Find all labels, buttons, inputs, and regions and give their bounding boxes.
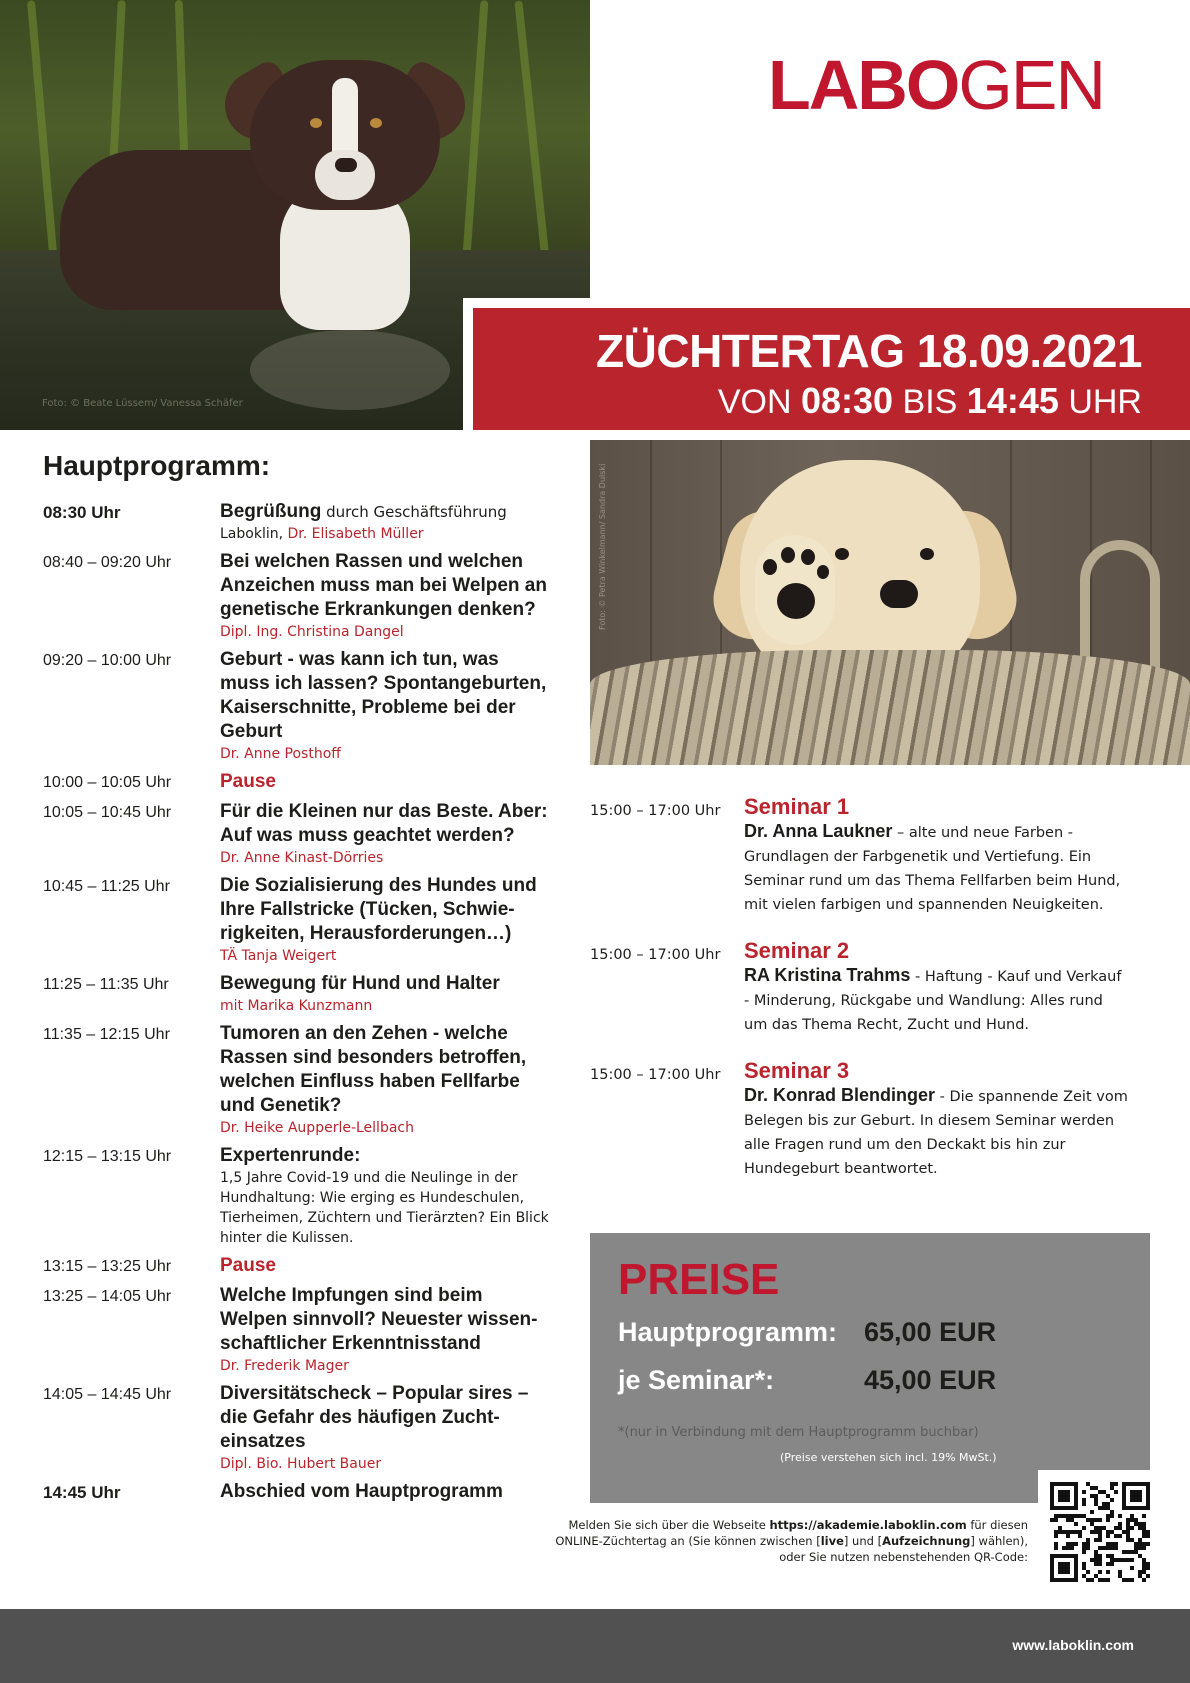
registration-text-part: für diesen ONLINE-Züchtertag an (Sie können zwischen [ bbox=[555, 1518, 1028, 1548]
program-speaker: Dr. Anne Posthoff bbox=[220, 746, 341, 762]
photo-credit: Foto: © Beate Lüssem/ Vanessa Schäfer bbox=[42, 398, 243, 409]
program-item bbox=[43, 1284, 553, 1376]
program-time: 08:40 – 09:20 Uhr bbox=[43, 554, 172, 571]
price-label: Hauptprogramm: bbox=[618, 1317, 838, 1347]
program-time: 09:20 – 10:00 Uhr bbox=[43, 652, 172, 669]
seminar-time: 15:00 – 17:00 Uhr bbox=[590, 803, 721, 819]
program-item bbox=[43, 550, 553, 642]
program-title: Begrüßung bbox=[220, 501, 322, 522]
program-time: 13:25 – 14:05 Uhr bbox=[43, 1288, 172, 1305]
program-item bbox=[43, 500, 553, 544]
option-live: live bbox=[820, 1534, 844, 1548]
to-label: BIS bbox=[902, 383, 958, 421]
seminar-time: 15:00 – 17:00 Uhr bbox=[590, 1067, 721, 1083]
program-title-suffix: durch Geschäftsführung bbox=[321, 503, 507, 521]
seminar-description: - Haftung - Kauf und Verkauf - Minderung, Rückgabe und Wandlung: Alles rund um das Thema Recht, Zucht und Hund. bbox=[744, 969, 1122, 1033]
seminar-list bbox=[590, 795, 1130, 1203]
qr-code-icon[interactable] bbox=[1050, 1482, 1150, 1582]
prices-title: PREISE bbox=[618, 1255, 780, 1304]
event-banner bbox=[473, 308, 1190, 430]
program-title: Die Sozialisierung des Hundes und Ihre Fallstricke (Tücken, Schwie-rigkeiten, Herausforderungen…) bbox=[220, 875, 537, 944]
program-speaker: TÄ Tanja Weigert bbox=[220, 948, 337, 964]
program-time: 14:45 Uhr bbox=[43, 1483, 121, 1502]
seminar-title: Seminar 3 bbox=[744, 1058, 850, 1083]
program-title: Pause bbox=[220, 771, 276, 792]
event-time bbox=[718, 380, 1142, 422]
program-time: 14:05 – 14:45 Uhr bbox=[43, 1386, 172, 1403]
prices-box bbox=[590, 1233, 1150, 1503]
program-time: 10:45 – 11:25 Uhr bbox=[43, 878, 170, 895]
program-line2: Laboklin, bbox=[220, 526, 288, 542]
program-title: Expertenrunde: bbox=[220, 1145, 361, 1166]
seminar-description: – alte und neue Farben - Grundlagen der Farbgenetik und Vertiefung. Ein Seminar rund um das Thema Fellfarben beim Hund, mit vielen farbigen und spannenden Neuigkeiten. bbox=[744, 825, 1121, 913]
program-title: Für die Kleinen nur das Beste. Aber: Auf was muss geachtet werden? bbox=[220, 801, 548, 846]
program-time: 10:05 – 10:45 Uhr bbox=[43, 804, 172, 821]
from-label: VON bbox=[717, 383, 792, 421]
program-item bbox=[43, 1382, 553, 1474]
program-item bbox=[43, 1480, 553, 1504]
price-value: 65,00 EUR bbox=[864, 1317, 997, 1347]
event-title: ZÜCHTERTAG 18.09.2021 bbox=[596, 325, 1142, 377]
program-title: Bei welchen Rassen und welchen Anzeichen muss man bei Welpen an genetische Erkrankungen denken? bbox=[220, 551, 547, 620]
program-title: Welche Impfungen sind beim Welpen sinnvoll? Neuester wissen-schaftlicher Erkenntnisstand bbox=[220, 1285, 538, 1354]
program-time: 10:00 – 10:05 Uhr bbox=[43, 774, 172, 791]
program-description: 1,5 Jahre Covid-19 und die Neulinge in der Hundhaltung: Wie erging es Hundeschulen, Tierheimen, Züchtern und Tierärzten? Ein Blick hinter die Kulissen. bbox=[220, 1170, 549, 1246]
program-time: 08:30 Uhr bbox=[43, 503, 121, 522]
program-title: Abschied vom Hauptprogramm bbox=[220, 1481, 503, 1502]
price-value: 45,00 EUR bbox=[864, 1365, 997, 1395]
prices-footnote: *(nur in Verbindung mit dem Hauptprogramm buchbar) bbox=[618, 1425, 979, 1440]
main-program-list bbox=[43, 500, 553, 1510]
registration-text-part: ] wählen), oder Sie nutzen nebenstehenden QR-Code: bbox=[779, 1534, 1028, 1564]
footer-website-link[interactable]: www.laboklin.com bbox=[1012, 1637, 1134, 1653]
program-item bbox=[43, 800, 553, 868]
registration-text-part: Melden Sie sich über die Webseite bbox=[568, 1518, 770, 1532]
registration-text bbox=[548, 1517, 1028, 1565]
program-item bbox=[43, 1144, 553, 1248]
program-time: 11:25 – 11:35 Uhr bbox=[43, 976, 169, 993]
program-speaker: Dr. Frederik Mager bbox=[220, 1358, 349, 1374]
price-label: je Seminar*: bbox=[618, 1365, 775, 1395]
registration-text-part: ] und [ bbox=[843, 1534, 883, 1548]
seminar-time: 15:00 – 17:00 Uhr bbox=[590, 947, 721, 963]
program-item bbox=[43, 648, 553, 764]
seminar-speaker: RA Kristina Trahms bbox=[744, 965, 911, 985]
unit-label: UHR bbox=[1068, 383, 1142, 421]
program-item-break bbox=[43, 770, 553, 794]
start-time: 08:30 bbox=[801, 380, 894, 421]
price-row-seminar bbox=[618, 1365, 996, 1396]
program-title: Pause bbox=[220, 1255, 276, 1276]
vat-note: (Preise verstehen sich incl. 19% MwSt.) bbox=[780, 1451, 997, 1464]
logo-bold-part: LABO bbox=[768, 46, 959, 124]
program-speaker: Dr. Anne Kinast-Dörries bbox=[220, 850, 384, 866]
puppy-in-basket-photo bbox=[590, 440, 1190, 765]
seminar-title: Seminar 1 bbox=[744, 794, 850, 819]
seminar-item bbox=[590, 939, 1130, 1037]
seminar-title: Seminar 2 bbox=[744, 938, 850, 963]
program-speaker: mit Marika Kunzmann bbox=[220, 998, 373, 1014]
main-program-heading: Hauptprogramm: bbox=[43, 450, 271, 481]
program-item bbox=[43, 972, 553, 1016]
program-speaker: Dr. Elisabeth Müller bbox=[287, 526, 424, 542]
seminar-item bbox=[590, 795, 1130, 917]
program-speaker: Dipl. Bio. Hubert Bauer bbox=[220, 1456, 382, 1472]
photo-credit: Foto: © Petra Winkelmann/ Sandra Dulski bbox=[598, 463, 607, 630]
program-title: Geburt - was kann ich tun, was muss ich lassen? Spontangeburten, Kaiserschnitte, Probleme bei der Geburt bbox=[220, 649, 547, 742]
price-row-main-program bbox=[618, 1317, 996, 1348]
seminar-item bbox=[590, 1059, 1130, 1181]
seminar-speaker: Dr. Anna Laukner bbox=[744, 821, 893, 841]
registration-link[interactable]: https://akademie.laboklin.com bbox=[769, 1518, 967, 1532]
program-item-break bbox=[43, 1254, 553, 1278]
program-speaker: Dipl. Ing. Christina Dangel bbox=[220, 624, 404, 640]
program-title: Diversitätscheck – Popular sires – die Gefahr des häufigen Zucht-einsatzes bbox=[220, 1383, 529, 1452]
logo-light-part: GEN bbox=[958, 46, 1105, 124]
option-recording: Aufzeichnung bbox=[882, 1534, 971, 1548]
program-item bbox=[43, 874, 553, 966]
labogen-logo bbox=[768, 46, 1105, 124]
program-time: 12:15 – 13:15 Uhr bbox=[43, 1148, 172, 1165]
program-time: 11:35 – 12:15 Uhr bbox=[43, 1026, 170, 1043]
program-item bbox=[43, 1022, 553, 1138]
end-time: 14:45 bbox=[966, 380, 1059, 421]
seminar-description: - Die spannende Zeit vom Belegen bis zur Geburt. In diesem Seminar werden alle Fragen rund um den Deckakt bis hin zur Hundegeburt beantwortet. bbox=[744, 1089, 1128, 1177]
program-speaker: Dr. Heike Aupperle-Lellbach bbox=[220, 1120, 414, 1136]
program-title: Tumoren an den Zehen - welche Rassen sind besonders betroffen, welchen Einfluss haben Fellfarbe und Genetik? bbox=[220, 1023, 527, 1116]
seminar-speaker: Dr. Konrad Blendinger bbox=[744, 1085, 936, 1105]
program-title: Bewegung für Hund und Halter bbox=[220, 973, 500, 994]
program-time: 13:15 – 13:25 Uhr bbox=[43, 1258, 172, 1275]
